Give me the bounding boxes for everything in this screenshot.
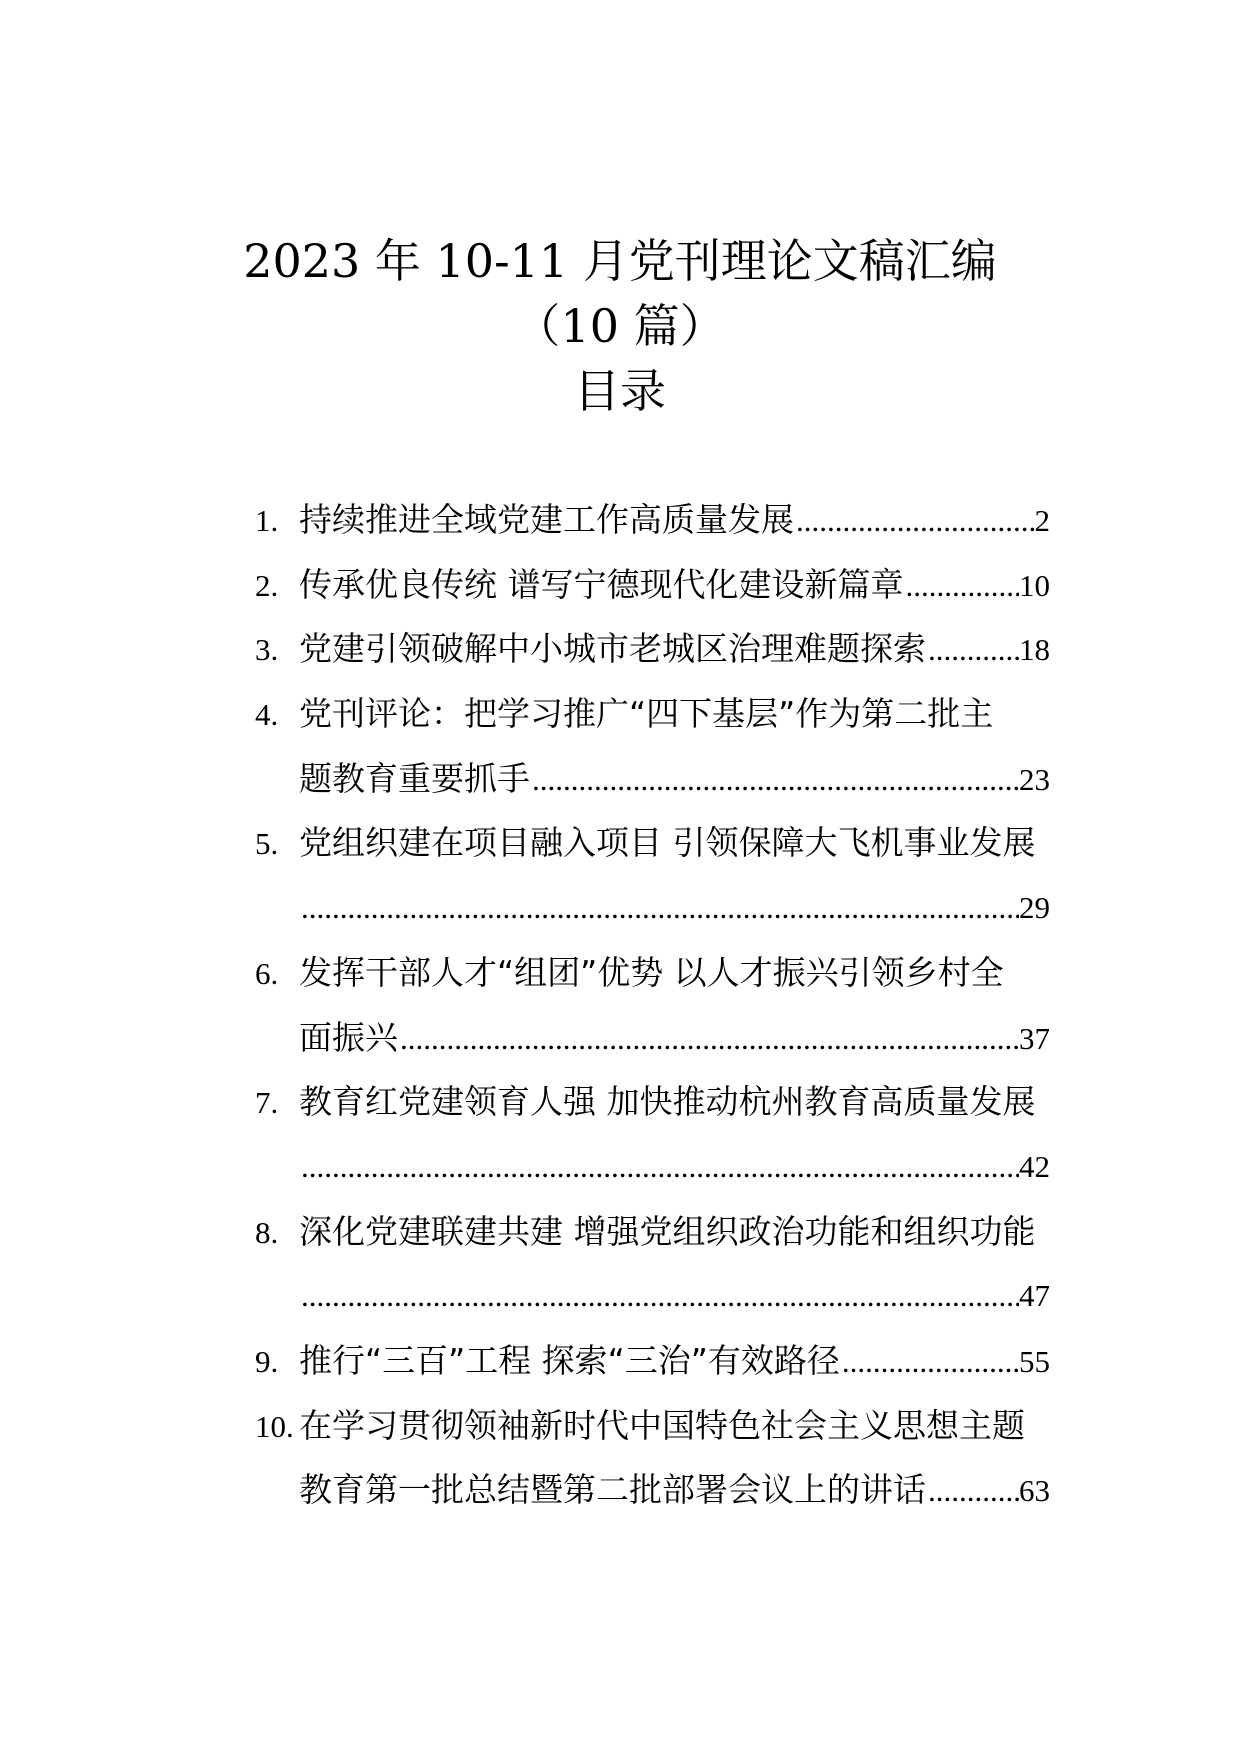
toc-entry-number: 9.: [255, 1343, 279, 1379]
document-title: [220, 229, 1020, 424]
toc-entry-title-continued: 教育第一批总结暨第二批部署会议上的讲话: [299, 1470, 926, 1510]
toc-entry-title-continued: 面振兴: [299, 1017, 398, 1057]
toc-entry-7[interactable]: [255, 1070, 1050, 1199]
toc-entry-number: 4.: [255, 697, 279, 733]
toc-entry-title: 推行“三百”工程 探索“三治”有效路径: [299, 1340, 840, 1380]
toc-entry-8[interactable]: [255, 1200, 1050, 1329]
toc-entry-3[interactable]: [255, 617, 1050, 682]
title-count: （10 篇）: [514, 299, 726, 353]
toc-entry-number: 3.: [255, 632, 279, 668]
toc-entry-2[interactable]: [255, 553, 1050, 618]
toc-entry-page: 29: [1019, 890, 1050, 926]
toc-entry-title: 传承优良传统 谱写宁德现代化建设新篇章: [299, 564, 904, 604]
title-main: 2023 年 10-11 月党刊理论文稿汇编: [243, 234, 997, 288]
dot-leader: [926, 1459, 1019, 1524]
toc-entry-title: 在学习贯彻领袖新时代中国特色社会主义思想主题: [299, 1405, 1025, 1445]
toc-entry-title: 党建引领破解中小城市老城区治理难题探索: [299, 629, 926, 669]
toc-entry-6[interactable]: [255, 941, 1050, 1070]
dot-leader: [299, 1135, 1019, 1200]
toc-entry-1[interactable]: [255, 488, 1050, 553]
toc-entry-page: 63: [1019, 1473, 1050, 1509]
dot-leader: [794, 489, 1035, 554]
toc-entry-page: 2: [1034, 503, 1050, 538]
toc-entry-9[interactable]: [255, 1329, 1050, 1394]
toc-entry-number: 10.: [255, 1408, 294, 1444]
toc-entry-title: 党刊评论：把学习推广“四下基层”作为第二批主: [299, 694, 994, 734]
toc-entry-title: 党组织建在项目融入项目 引领保障大飞机事业发展: [299, 823, 1036, 863]
dot-leader: [299, 876, 1019, 941]
toc-entry-number: 5.: [255, 826, 279, 862]
toc-entry-number: 7.: [255, 1085, 279, 1121]
toc-entry-page: 42: [1019, 1148, 1050, 1184]
toc-entry-page: 10: [1019, 567, 1050, 603]
dot-leader: [926, 618, 1019, 683]
toc-entry-number: 1.: [255, 503, 279, 538]
toc-entry-title-continued: 题教育重要抓手: [299, 758, 530, 798]
toc-entry-number: 6.: [255, 955, 279, 991]
toc-entry-title: 持续推进全域党建工作高质量发展: [299, 500, 794, 539]
toc-entry-title: 深化党建联建共建 增强党组织政治功能和组织功能: [299, 1211, 1036, 1251]
dot-leader: [299, 1264, 1019, 1329]
dot-leader: [840, 1330, 1019, 1395]
toc-entry-page: 18: [1019, 632, 1050, 668]
toc-entry-page: 23: [1019, 761, 1050, 797]
toc-entry-page: 37: [1019, 1020, 1050, 1056]
toc-entry-number: 8.: [255, 1214, 279, 1250]
toc-entry-title: 发挥干部人才“组团”优势 以人才振兴引领乡村全: [299, 952, 1004, 992]
toc-entry-4[interactable]: [255, 682, 1050, 811]
dot-leader: [904, 554, 1020, 619]
toc-entry-10[interactable]: [255, 1394, 1050, 1523]
toc-entry-page: 47: [1019, 1278, 1050, 1314]
toc-entry-number: 2.: [255, 567, 279, 603]
toc-list: [255, 488, 1050, 1523]
toc-entry-5[interactable]: [255, 811, 1050, 940]
toc-entry-page: 55: [1019, 1343, 1050, 1379]
dot-leader: [398, 1007, 1019, 1072]
toc-heading: 目录: [574, 364, 666, 418]
dot-leader: [530, 748, 1019, 813]
toc-entry-title: 教育红党建领育人强 加快推动杭州教育高质量发展: [299, 1082, 1036, 1122]
